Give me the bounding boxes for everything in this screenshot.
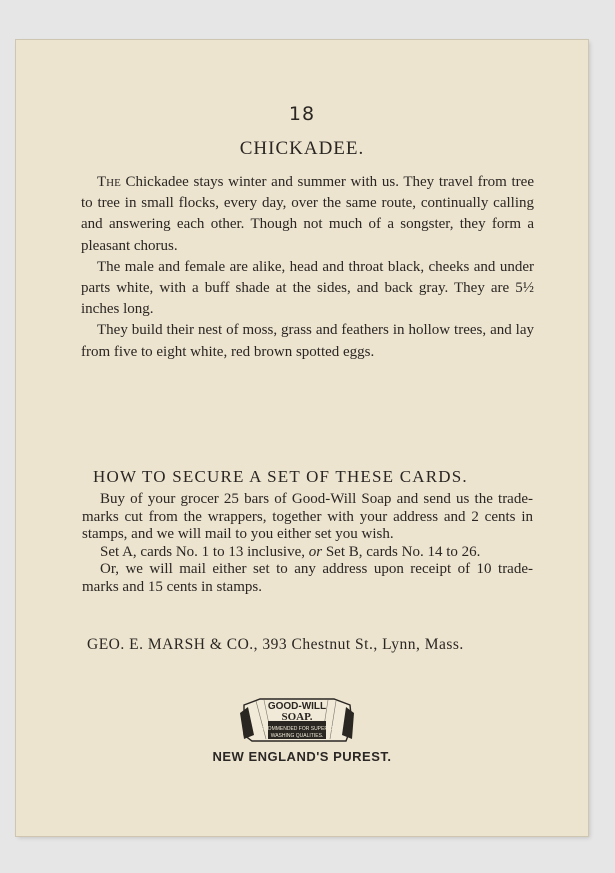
paragraph-text: Chickadee stays winter and summer with us. They travel from tree to tree in small flocks, every day, over the same route, continually calling and answering each other. Though not much of a songster, they form a pleasant chorus. bbox=[81, 174, 534, 254]
logo-subtext-1: RECOMMENDED FOR SUPERIOR bbox=[257, 726, 337, 732]
card-title: CHICKADEE. bbox=[239, 138, 365, 159]
trade-card bbox=[16, 40, 588, 836]
howto-paragraph: Or, we will mail either set to any address upon receipt of 10 trade-marks and 15 cents in stamps. bbox=[82, 561, 533, 595]
page-number: 18 bbox=[288, 103, 316, 125]
howto-heading: HOW TO SECURE A SET OF THESE CARDS. bbox=[93, 467, 468, 486]
tagline: NEW ENGLAND'S PUREST. bbox=[212, 749, 392, 764]
howto-instructions bbox=[82, 491, 533, 597]
description-paragraph: The male and female are alike, head and throat black, cheeks and under parts white, with a buff shade at the sides, and back gray. They are 5½ inches long. bbox=[81, 258, 534, 318]
description-paragraph bbox=[81, 172, 534, 257]
howto-paragraph: Buy of your grocer 25 bars of Good-Will Soap and send us the trade-marks cut from the wrappers, together with your address and 2 cents in stamps, and we will mail to you either set you wish. bbox=[82, 491, 533, 543]
soap-bar-logo bbox=[238, 695, 356, 747]
howto-paragraph bbox=[82, 544, 533, 562]
lead-word: The bbox=[97, 174, 121, 190]
publisher-address: GEO. E. MARSH & CO., 393 Chestnut St., Lynn, Mass. bbox=[87, 636, 464, 653]
description-paragraph: They build their nest of moss, grass and feathers in hollow trees, and lay from five to eight white, red brown spotted eggs. bbox=[81, 322, 534, 360]
or-text: or bbox=[308, 543, 323, 560]
set-b-text: Set B, cards No. 14 to 26. bbox=[322, 543, 481, 560]
set-a-text: Set A, cards No. 1 to 13 inclusive, bbox=[100, 543, 309, 560]
description-text bbox=[81, 172, 534, 363]
logo-brand-top: GOOD-WILL bbox=[267, 701, 327, 712]
logo-brand-main: SOAP. bbox=[281, 711, 313, 723]
logo-subtext-2: WASHING QUALITIES. bbox=[270, 733, 324, 739]
